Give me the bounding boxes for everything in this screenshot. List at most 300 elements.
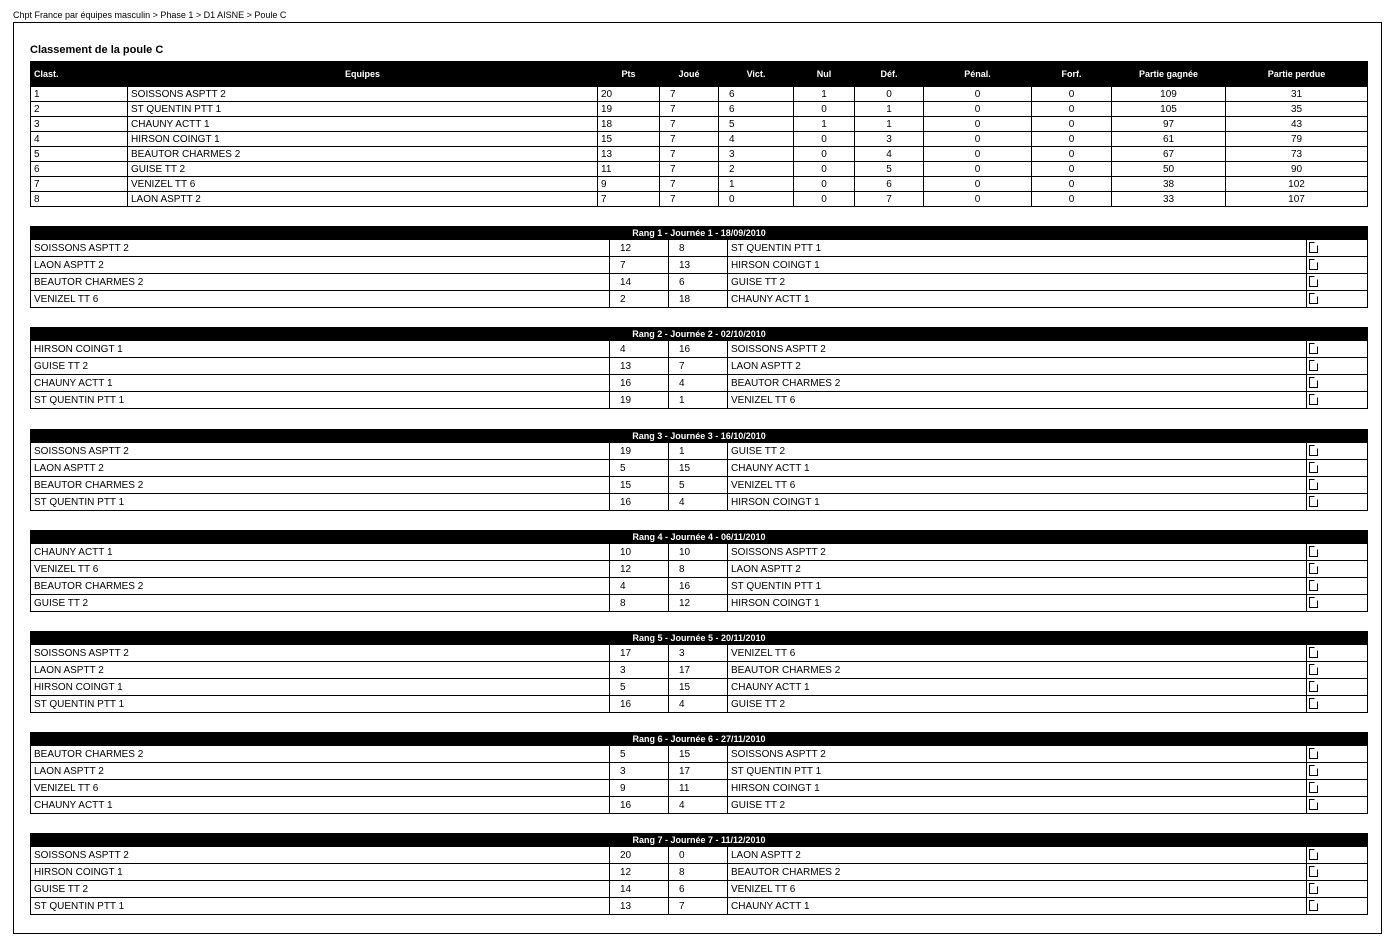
standings-row [31, 147, 1368, 162]
home-score: 14 [610, 881, 669, 898]
standings-cell: 1 [31, 87, 128, 102]
home-team[interactable]: LAON ASPTT 2 [31, 257, 610, 274]
home-score: 8 [610, 595, 669, 612]
standings-cell: 33 [1112, 192, 1226, 207]
away-team[interactable]: BEAUTOR CHARMES 2 [728, 864, 1307, 881]
away-team[interactable]: VENIZEL TT 6 [728, 645, 1307, 662]
match-row [31, 443, 1368, 460]
document-icon[interactable] [1309, 259, 1318, 270]
match-sheet-cell[interactable] [1307, 477, 1368, 494]
standings-cell: 67 [1112, 147, 1226, 162]
match-row [31, 864, 1368, 881]
standings-row [31, 162, 1368, 177]
home-score: 9 [610, 780, 669, 797]
away-score: 7 [669, 358, 728, 375]
standings-cell: 1 [719, 177, 794, 192]
away-score: 4 [669, 375, 728, 392]
match-sheet-cell[interactable] [1307, 341, 1368, 358]
match-row [31, 477, 1368, 494]
match-row [31, 898, 1368, 915]
home-score: 16 [610, 797, 669, 814]
away-score: 3 [669, 645, 728, 662]
document-icon[interactable] [1309, 681, 1318, 692]
home-team[interactable]: VENIZEL TT 6 [31, 291, 610, 308]
standings-cell: 0 [1032, 192, 1112, 207]
standings-cell: 7 [660, 177, 719, 192]
standings-row [31, 177, 1368, 192]
standings-header-row [31, 62, 1368, 87]
home-team[interactable]: LAON ASPTT 2 [31, 460, 610, 477]
standings-header-1: Equipes [128, 62, 598, 87]
document-icon[interactable] [1309, 276, 1318, 287]
away-score: 12 [669, 595, 728, 612]
document-icon[interactable] [1309, 799, 1318, 810]
match-row [31, 881, 1368, 898]
match-sheet-cell[interactable] [1307, 696, 1368, 713]
home-score: 5 [610, 460, 669, 477]
round-table-3 [30, 429, 1368, 511]
away-score: 0 [669, 847, 728, 864]
standings-cell: 11 [598, 162, 660, 177]
standings-cell: 0 [1032, 102, 1112, 117]
match-row [31, 274, 1368, 291]
standings-header-10: Partie perdue [1226, 62, 1368, 87]
away-score: 4 [669, 797, 728, 814]
round-table-6 [30, 732, 1368, 814]
standings-cell: 0 [1032, 87, 1112, 102]
match-row [31, 392, 1368, 409]
standings-row [31, 192, 1368, 207]
standings-cell: 7 [660, 87, 719, 102]
home-team[interactable]: LAON ASPTT 2 [31, 662, 610, 679]
round-table-5 [30, 631, 1368, 713]
away-team[interactable]: SOISSONS ASPTT 2 [728, 544, 1307, 561]
document-icon[interactable] [1309, 496, 1318, 507]
home-score: 7 [610, 257, 669, 274]
document-icon[interactable] [1309, 293, 1318, 304]
match-sheet-cell[interactable] [1307, 494, 1368, 511]
away-score: 17 [669, 662, 728, 679]
away-score: 11 [669, 780, 728, 797]
standings-cell: 7 [855, 192, 924, 207]
document-icon[interactable] [1309, 849, 1318, 860]
round-title: Rang 7 - Journée 7 - 11/12/2010 [31, 834, 1368, 847]
match-row [31, 341, 1368, 358]
standings-cell: 0 [794, 132, 855, 147]
team-name-cell[interactable]: VENIZEL TT 6 [128, 177, 598, 192]
away-team[interactable]: BEAUTOR CHARMES 2 [728, 662, 1307, 679]
match-row [31, 763, 1368, 780]
document-icon[interactable] [1309, 462, 1318, 473]
home-team[interactable]: CHAUNY ACTT 1 [31, 375, 610, 392]
breadcrumb[interactable]: Chpt France par équipes masculin > Phase 1 > D1 AISNE > Poule C [13, 10, 287, 20]
document-icon[interactable] [1309, 597, 1318, 608]
standings-cell: 50 [1112, 162, 1226, 177]
standings-cell: 5 [855, 162, 924, 177]
standings-cell: 31 [1226, 87, 1368, 102]
standings-cell: 4 [719, 132, 794, 147]
round-title: Rang 1 - Journée 1 - 18/09/2010 [31, 227, 1368, 240]
match-sheet-cell[interactable] [1307, 881, 1368, 898]
match-sheet-cell[interactable] [1307, 392, 1368, 409]
match-sheet-cell[interactable] [1307, 544, 1368, 561]
home-team[interactable]: VENIZEL TT 6 [31, 780, 610, 797]
standings-cell: 0 [855, 87, 924, 102]
standings-cell: 18 [598, 117, 660, 132]
team-name-cell[interactable]: CHAUNY ACTT 1 [128, 117, 598, 132]
match-sheet-cell[interactable] [1307, 460, 1368, 477]
document-icon[interactable] [1309, 698, 1318, 709]
away-team[interactable]: CHAUNY ACTT 1 [728, 291, 1307, 308]
standings-cell: 7 [660, 102, 719, 117]
team-name-cell[interactable]: GUISE TT 2 [128, 162, 598, 177]
standings-header-0: Clast. [31, 62, 128, 87]
home-team[interactable]: BEAUTOR CHARMES 2 [31, 274, 610, 291]
round-title: Rang 2 - Journée 2 - 02/10/2010 [31, 328, 1368, 341]
home-team[interactable]: HIRSON COINGT 1 [31, 864, 610, 881]
standings-cell: 5 [31, 147, 128, 162]
standings-cell: 7 [660, 162, 719, 177]
away-score: 6 [669, 274, 728, 291]
team-name-cell[interactable]: LAON ASPTT 2 [128, 192, 598, 207]
standings-cell: 5 [719, 117, 794, 132]
standings-header-2: Pts [598, 62, 660, 87]
match-sheet-cell[interactable] [1307, 291, 1368, 308]
away-score: 15 [669, 746, 728, 763]
away-team[interactable]: HIRSON COINGT 1 [728, 257, 1307, 274]
standings-cell: 0 [794, 147, 855, 162]
away-team[interactable]: CHAUNY ACTT 1 [728, 679, 1307, 696]
standings-cell: 0 [719, 192, 794, 207]
match-row [31, 257, 1368, 274]
away-score: 16 [669, 341, 728, 358]
match-row [31, 696, 1368, 713]
home-team[interactable]: HIRSON COINGT 1 [31, 341, 610, 358]
standings-cell: 4 [855, 147, 924, 162]
home-score: 19 [610, 443, 669, 460]
away-team[interactable]: SOISSONS ASPTT 2 [728, 341, 1307, 358]
home-score: 4 [610, 578, 669, 595]
away-score: 1 [669, 443, 728, 460]
home-team[interactable]: GUISE TT 2 [31, 595, 610, 612]
document-icon[interactable] [1309, 664, 1318, 675]
page-title: Classement de la poule C [30, 44, 164, 56]
match-sheet-cell[interactable] [1307, 443, 1368, 460]
match-sheet-cell[interactable] [1307, 763, 1368, 780]
away-team[interactable]: GUISE TT 2 [728, 274, 1307, 291]
away-score: 8 [669, 864, 728, 881]
standings-cell: 3 [31, 117, 128, 132]
match-row [31, 746, 1368, 763]
document-icon[interactable] [1309, 765, 1318, 776]
match-row [31, 460, 1368, 477]
away-team[interactable]: CHAUNY ACTT 1 [728, 460, 1307, 477]
document-icon[interactable] [1309, 377, 1318, 388]
standings-row [31, 87, 1368, 102]
standings-cell: 0 [924, 162, 1032, 177]
standings-header-7: Pénal. [924, 62, 1032, 87]
round-table-4 [30, 530, 1368, 612]
match-row [31, 578, 1368, 595]
home-score: 12 [610, 864, 669, 881]
standings-cell: 0 [924, 132, 1032, 147]
away-team[interactable]: SOISSONS ASPTT 2 [728, 746, 1307, 763]
match-sheet-cell[interactable] [1307, 375, 1368, 392]
standings-cell: 1 [794, 117, 855, 132]
match-row [31, 544, 1368, 561]
match-sheet-cell[interactable] [1307, 274, 1368, 291]
home-team[interactable]: CHAUNY ACTT 1 [31, 797, 610, 814]
away-team[interactable]: LAON ASPTT 2 [728, 847, 1307, 864]
match-sheet-cell[interactable] [1307, 645, 1368, 662]
standings-cell: 0 [924, 117, 1032, 132]
match-sheet-cell[interactable] [1307, 257, 1368, 274]
away-score: 6 [669, 881, 728, 898]
away-team[interactable]: HIRSON COINGT 1 [728, 595, 1307, 612]
away-team[interactable]: HIRSON COINGT 1 [728, 494, 1307, 511]
team-name-cell[interactable]: ST QUENTIN PTT 1 [128, 102, 598, 117]
standings-cell: 0 [924, 177, 1032, 192]
home-score: 2 [610, 291, 669, 308]
standings-cell: 61 [1112, 132, 1226, 147]
standings-cell: 38 [1112, 177, 1226, 192]
standings-cell: 0 [1032, 132, 1112, 147]
standings-cell: 6 [719, 102, 794, 117]
home-team[interactable]: BEAUTOR CHARMES 2 [31, 578, 610, 595]
home-score: 16 [610, 696, 669, 713]
match-sheet-cell[interactable] [1307, 847, 1368, 864]
standings-header-6: Déf. [855, 62, 924, 87]
standings-header-4: Vict. [719, 62, 794, 87]
round-title: Rang 5 - Journée 5 - 20/11/2010 [31, 632, 1368, 645]
standings-cell: 7 [660, 117, 719, 132]
standings-header-9: Partie gagnée [1112, 62, 1226, 87]
away-team[interactable]: BEAUTOR CHARMES 2 [728, 375, 1307, 392]
home-score: 19 [610, 392, 669, 409]
document-icon[interactable] [1309, 782, 1318, 793]
match-sheet-cell[interactable] [1307, 898, 1368, 915]
home-score: 3 [610, 662, 669, 679]
standings-cell: 3 [719, 147, 794, 162]
match-row [31, 780, 1368, 797]
away-team[interactable]: VENIZEL TT 6 [728, 881, 1307, 898]
standings-cell: 35 [1226, 102, 1368, 117]
document-icon[interactable] [1309, 360, 1318, 371]
standings-header-8: Forf. [1032, 62, 1112, 87]
standings-cell: 4 [31, 132, 128, 147]
home-score: 4 [610, 341, 669, 358]
document-icon[interactable] [1309, 343, 1318, 354]
standings-cell: 0 [1032, 147, 1112, 162]
away-score: 5 [669, 477, 728, 494]
standings-cell: 79 [1226, 132, 1368, 147]
match-row [31, 494, 1368, 511]
standings-table [30, 61, 1368, 207]
standings-header-5: Nul [794, 62, 855, 87]
standings-cell: 7 [31, 177, 128, 192]
home-team[interactable]: SOISSONS ASPTT 2 [31, 645, 610, 662]
match-sheet-cell[interactable] [1307, 746, 1368, 763]
standings-cell: 73 [1226, 147, 1368, 162]
home-score: 14 [610, 274, 669, 291]
document-icon[interactable] [1309, 546, 1318, 557]
home-team[interactable]: VENIZEL TT 6 [31, 561, 610, 578]
away-score: 17 [669, 763, 728, 780]
away-score: 4 [669, 494, 728, 511]
standings-cell: 107 [1226, 192, 1368, 207]
document-icon[interactable] [1309, 883, 1318, 894]
document-icon[interactable] [1309, 394, 1318, 405]
standings-row [31, 117, 1368, 132]
standings-cell: 0 [794, 192, 855, 207]
home-team[interactable]: SOISSONS ASPTT 2 [31, 847, 610, 864]
team-name-cell[interactable]: BEAUTOR CHARMES 2 [128, 147, 598, 162]
standings-cell: 90 [1226, 162, 1368, 177]
document-icon[interactable] [1309, 866, 1318, 877]
home-team[interactable]: ST QUENTIN PTT 1 [31, 696, 610, 713]
round-table-7 [30, 833, 1368, 915]
away-team[interactable]: ST QUENTIN PTT 1 [728, 240, 1307, 257]
match-row [31, 375, 1368, 392]
standings-cell: 1 [794, 87, 855, 102]
away-team[interactable]: VENIZEL TT 6 [728, 477, 1307, 494]
document-icon[interactable] [1309, 563, 1318, 574]
standings-cell: 8 [31, 192, 128, 207]
away-team[interactable]: GUISE TT 2 [728, 696, 1307, 713]
home-team[interactable]: ST QUENTIN PTT 1 [31, 898, 610, 915]
home-score: 12 [610, 240, 669, 257]
away-team[interactable]: LAON ASPTT 2 [728, 358, 1307, 375]
match-sheet-cell[interactable] [1307, 679, 1368, 696]
round-title: Rang 6 - Journée 6 - 27/11/2010 [31, 733, 1368, 746]
round-title: Rang 4 - Journée 4 - 06/11/2010 [31, 531, 1368, 544]
match-sheet-cell[interactable] [1307, 780, 1368, 797]
home-score: 10 [610, 544, 669, 561]
away-team[interactable]: CHAUNY ACTT 1 [728, 898, 1307, 915]
away-score: 15 [669, 460, 728, 477]
standings-row [31, 132, 1368, 147]
home-team[interactable]: GUISE TT 2 [31, 358, 610, 375]
standings-cell: 102 [1226, 177, 1368, 192]
standings-cell: 105 [1112, 102, 1226, 117]
match-sheet-cell[interactable] [1307, 358, 1368, 375]
away-team[interactable]: ST QUENTIN PTT 1 [728, 763, 1307, 780]
home-team[interactable]: BEAUTOR CHARMES 2 [31, 477, 610, 494]
standings-cell: 7 [598, 192, 660, 207]
away-team[interactable]: VENIZEL TT 6 [728, 392, 1307, 409]
home-score: 20 [610, 847, 669, 864]
home-score: 5 [610, 679, 669, 696]
match-sheet-cell[interactable] [1307, 864, 1368, 881]
standings-cell: 0 [1032, 162, 1112, 177]
match-row [31, 561, 1368, 578]
home-score: 17 [610, 645, 669, 662]
standings-cell: 0 [794, 162, 855, 177]
home-team[interactable]: CHAUNY ACTT 1 [31, 544, 610, 561]
away-score: 15 [669, 679, 728, 696]
home-score: 15 [610, 477, 669, 494]
home-score: 13 [610, 898, 669, 915]
standings-cell: 3 [855, 132, 924, 147]
away-score: 10 [669, 544, 728, 561]
standings-cell: 15 [598, 132, 660, 147]
match-sheet-cell[interactable] [1307, 561, 1368, 578]
match-sheet-cell[interactable] [1307, 797, 1368, 814]
away-score: 8 [669, 561, 728, 578]
match-row [31, 358, 1368, 375]
match-row [31, 291, 1368, 308]
standings-cell: 0 [794, 177, 855, 192]
standings-cell: 6 [719, 87, 794, 102]
team-name-cell[interactable]: SOISSONS ASPTT 2 [128, 87, 598, 102]
team-name-cell[interactable]: HIRSON COINGT 1 [128, 132, 598, 147]
standings-cell: 0 [924, 102, 1032, 117]
standings-header-3: Joué [660, 62, 719, 87]
document-icon[interactable] [1309, 242, 1318, 253]
away-team[interactable]: ST QUENTIN PTT 1 [728, 578, 1307, 595]
away-team[interactable]: GUISE TT 2 [728, 443, 1307, 460]
round-table-2 [30, 327, 1368, 409]
home-team[interactable]: LAON ASPTT 2 [31, 763, 610, 780]
match-sheet-cell[interactable] [1307, 240, 1368, 257]
match-row [31, 662, 1368, 679]
home-team[interactable]: SOISSONS ASPTT 2 [31, 443, 610, 460]
standings-cell: 6 [31, 162, 128, 177]
document-icon[interactable] [1309, 445, 1318, 456]
match-sheet-cell[interactable] [1307, 595, 1368, 612]
document-icon[interactable] [1309, 479, 1318, 490]
home-team[interactable]: ST QUENTIN PTT 1 [31, 392, 610, 409]
standings-cell: 0 [924, 87, 1032, 102]
standings-cell: 97 [1112, 117, 1226, 132]
away-team[interactable]: GUISE TT 2 [728, 797, 1307, 814]
document-icon[interactable] [1309, 748, 1318, 759]
home-team[interactable]: SOISSONS ASPTT 2 [31, 240, 610, 257]
document-icon[interactable] [1309, 647, 1318, 658]
standings-cell: 1 [855, 102, 924, 117]
document-icon[interactable] [1309, 900, 1318, 911]
standings-cell: 2 [719, 162, 794, 177]
away-score: 16 [669, 578, 728, 595]
standings-row [31, 102, 1368, 117]
home-team[interactable]: ST QUENTIN PTT 1 [31, 494, 610, 511]
standings-cell: 0 [924, 147, 1032, 162]
away-team[interactable]: LAON ASPTT 2 [728, 561, 1307, 578]
home-score: 13 [610, 358, 669, 375]
away-score: 1 [669, 392, 728, 409]
away-score: 18 [669, 291, 728, 308]
home-team[interactable]: GUISE TT 2 [31, 881, 610, 898]
round-title: Rang 3 - Journée 3 - 16/10/2010 [31, 430, 1368, 443]
document-icon[interactable] [1309, 580, 1318, 591]
home-score: 12 [610, 561, 669, 578]
standings-cell: 0 [924, 192, 1032, 207]
match-row [31, 595, 1368, 612]
standings-cell: 0 [794, 102, 855, 117]
match-sheet-cell[interactable] [1307, 662, 1368, 679]
home-team[interactable]: BEAUTOR CHARMES 2 [31, 746, 610, 763]
standings-cell: 19 [598, 102, 660, 117]
match-sheet-cell[interactable] [1307, 578, 1368, 595]
match-row [31, 240, 1368, 257]
home-score: 3 [610, 763, 669, 780]
match-row [31, 645, 1368, 662]
home-team[interactable]: HIRSON COINGT 1 [31, 679, 610, 696]
standings-cell: 109 [1112, 87, 1226, 102]
round-table-1 [30, 226, 1368, 308]
away-team[interactable]: HIRSON COINGT 1 [728, 780, 1307, 797]
standings-cell: 13 [598, 147, 660, 162]
